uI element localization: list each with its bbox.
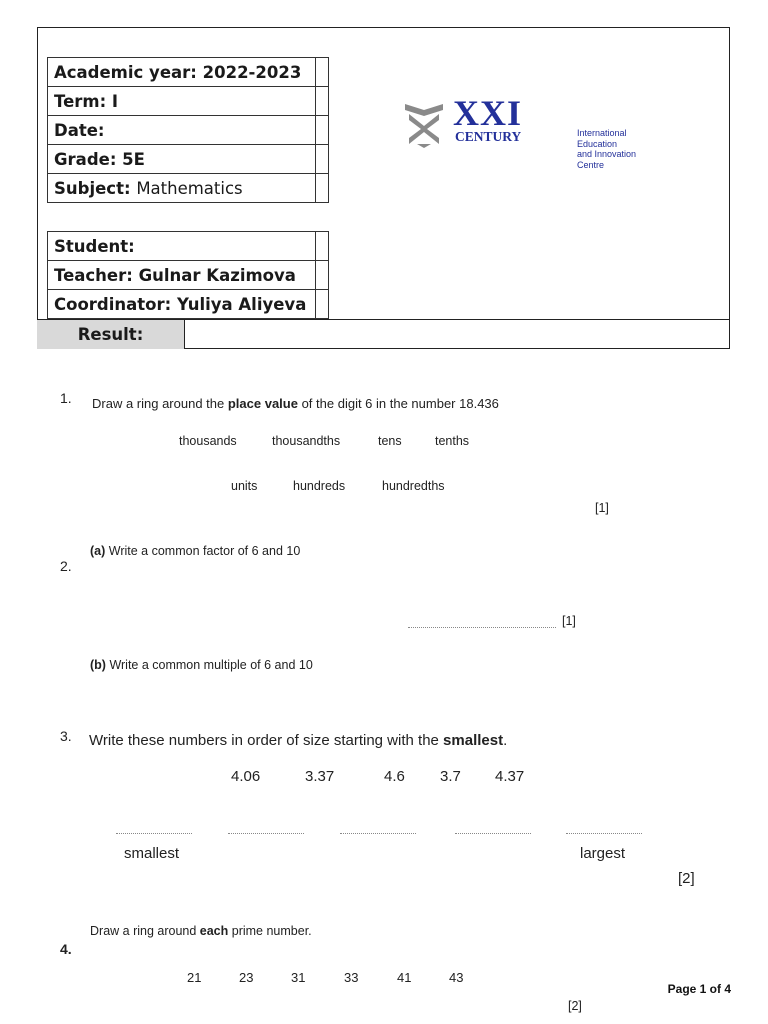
q4-number-item[interactable]: 31 xyxy=(291,970,306,985)
page-number: Page 1 of 4 xyxy=(667,982,731,996)
q4-number-item[interactable]: 21 xyxy=(187,970,202,985)
q3-number-item: 3.7 xyxy=(440,768,461,785)
info-table xyxy=(47,57,329,203)
q3-answer-line[interactable] xyxy=(228,833,304,834)
school-logo xyxy=(398,93,648,178)
q3-answer-line[interactable] xyxy=(566,833,642,834)
q4-number-item[interactable]: 23 xyxy=(239,970,254,985)
result-row xyxy=(37,319,730,350)
teacher: Teacher: Gulnar Kazimova xyxy=(48,261,316,290)
staff-table xyxy=(47,231,329,319)
q2b-text: (b) Write a common multiple of 6 and 10 xyxy=(90,658,313,672)
q1-mark: [1] xyxy=(595,501,609,515)
q1-option[interactable]: thousands xyxy=(179,434,237,448)
logo-title: XXI xyxy=(453,93,523,133)
q4-number-item[interactable]: 33 xyxy=(344,970,359,985)
q3-mark: [2] xyxy=(678,870,695,887)
q3-answer-line[interactable] xyxy=(340,833,416,834)
subject xyxy=(48,174,316,203)
q1-number: 1. xyxy=(60,390,72,406)
academic-year: Academic year: 2022-2023 xyxy=(48,58,316,87)
q1-option[interactable]: hundreds xyxy=(293,479,346,493)
q3-answer-line[interactable] xyxy=(455,833,531,834)
q3-number-item: 4.06 xyxy=(231,768,261,785)
q4-number-item[interactable]: 41 xyxy=(397,970,412,985)
q2a-text: (a) Write a common factor of 6 and 10 xyxy=(90,544,301,558)
q4-number: 4. xyxy=(60,941,72,957)
q2-number: 2. xyxy=(60,558,72,574)
q1-text: Draw a ring around the place value of the digit 6 in the number 18.436 xyxy=(92,396,499,411)
q4-mark: [2] xyxy=(568,999,582,1013)
q3-number-item: 4.37 xyxy=(495,768,525,785)
logo-tagline: International Education and Innovation Centre xyxy=(577,128,637,170)
q1-option[interactable]: units xyxy=(231,479,258,493)
logo-emblem-icon xyxy=(403,100,445,148)
q1-option[interactable]: thousandths xyxy=(272,434,341,448)
term: Term: I xyxy=(48,87,316,116)
subject-label: Subject: xyxy=(54,178,131,198)
q3-text: Write these numbers in order of size starting with the smallest. xyxy=(89,732,508,749)
q3-number: 3. xyxy=(60,728,72,744)
grade: Grade: 5E xyxy=(48,145,316,174)
q4-text: Draw a ring around each prime number. xyxy=(90,924,312,938)
logo-subtitle: CENTURY xyxy=(455,129,522,144)
q2a-answer-line[interactable] xyxy=(408,627,556,628)
q1-option[interactable]: tenths xyxy=(435,434,470,448)
q1-option[interactable]: tens xyxy=(378,434,402,448)
header-box xyxy=(37,27,730,349)
q3-number-item: 3.37 xyxy=(305,768,335,785)
subject-value: Mathematics xyxy=(136,178,243,198)
q3-number-item: 4.6 xyxy=(384,768,405,785)
q1-option[interactable]: hundredths xyxy=(382,479,445,493)
date: Date: xyxy=(48,116,316,145)
q3-answer-line[interactable] xyxy=(116,833,192,834)
q3-smallest-label: smallest xyxy=(124,845,180,862)
q2a-mark: [1] xyxy=(562,614,576,628)
q4-number-item[interactable]: 43 xyxy=(449,970,464,985)
q3-largest-label: largest xyxy=(580,845,626,862)
student: Student: xyxy=(48,232,316,261)
coordinator: Coordinator: Yuliya Aliyeva xyxy=(48,290,316,319)
result-label: Result: xyxy=(37,320,185,349)
